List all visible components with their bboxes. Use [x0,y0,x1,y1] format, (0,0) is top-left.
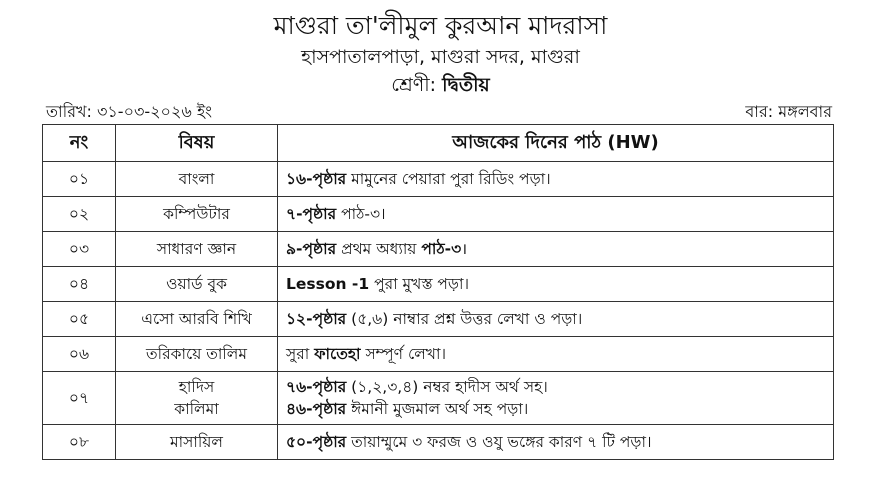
class-label: শ্রেণী: [391,74,437,96]
lesson-page: ১২-পৃষ্ঠার [286,310,347,328]
lesson-page: Lesson -1 [286,275,370,293]
lesson-line-1 [286,376,825,398]
madrasa-title: মাগুরা তা'লীমুল কুরআন মাদরাসা [273,11,608,40]
row-num: ০২ [43,197,116,232]
class-value: দ্বিতীয় [442,74,490,96]
lesson-detail: মামুনের পেয়ারা পুরা রিডিং পড়া। [346,170,551,188]
row-lesson [278,337,834,372]
lesson-detail: তায়াম্মুমে ৩ ফরজ ও ওযু ভঙ্গের কারণ ৭ টি পড়া। [346,433,652,451]
row-lesson [278,302,834,337]
table-row [43,302,834,337]
row-lesson [278,267,834,302]
lesson-detail-2: ঈমানী মুজমাল অর্থ সহ পড়া। [346,400,529,418]
row-subject: কম্পিউটার [116,197,278,232]
row-subject: মাসায়িল [116,425,278,460]
lesson-surah: ফাতেহা [314,345,361,363]
header-subject: বিষয় [116,125,278,162]
lesson-line-2 [286,398,825,420]
row-subject [116,372,278,425]
lesson-end: । [461,240,468,258]
row-subject: এসো আরবি শিখি [116,302,278,337]
row-num: ০৪ [43,267,116,302]
day-text: বার: মঙ্গলবার [745,102,832,121]
lesson-detail: (৫,৬) নাম্বার প্রশ্ন উত্তর লেখা ও পড়া। [346,310,583,328]
lesson-detail: পাঠ-৩। [336,205,386,223]
lesson-page-2: ৪৬-পৃষ্ঠার [286,400,347,418]
table-row [43,372,834,425]
subject-line-1: হাদিস [178,378,215,396]
date-text: তারিখ: ৩১-০৩-২০২৬ ইং [46,102,213,121]
table-row [43,425,834,460]
row-subject: তরিকায়ে তালিম [116,337,278,372]
row-subject: বাংলা [116,162,278,197]
class-line [0,72,881,98]
table-header-row [43,125,834,162]
homework-table [42,124,834,460]
lesson-page: ১৬-পৃষ্ঠার [286,170,347,188]
lesson-page: ৫০-পৃষ্ঠার [286,433,347,451]
row-num: ০৫ [43,302,116,337]
header-num: নং [43,125,116,162]
lesson-detail: প্রথম অধ্যায় [336,240,422,258]
lesson-detail: পুরা মুখস্ত পড়া। [369,275,470,293]
lesson-detail: (১,২,৩,৪) নম্বর হাদীস অর্থ সহ। [346,378,548,396]
row-num: ০৬ [43,337,116,372]
lesson-part: পাঠ-৩ [421,240,462,258]
table-row [43,232,834,267]
row-lesson [278,425,834,460]
lesson-page: ৯-পৃষ্ঠার [286,240,337,258]
table-row [43,197,834,232]
subject-line-2: কালিমা [174,400,219,418]
row-subject: ওয়ার্ড বুক [116,267,278,302]
header-lesson: আজকের দিনের পাঠ (HW) [278,125,834,162]
row-num: ০৮ [43,425,116,460]
lesson-prefix: সুরা [286,345,315,363]
row-num: ০১ [43,162,116,197]
row-lesson [278,232,834,267]
madrasa-address: হাসপাতালপাড়া, মাগুরা সদর, মাগুরা [301,46,580,68]
row-lesson [278,197,834,232]
table-row [43,267,834,302]
row-lesson [278,372,834,425]
table-row [43,162,834,197]
lesson-detail: সম্পূর্ণ লেখা। [360,345,446,363]
lesson-page: ৭৬-পৃষ্ঠার [286,378,347,396]
lesson-page: ৭-পৃষ্ঠার [286,205,337,223]
row-num: ০৭ [43,372,116,425]
row-num: ০৩ [43,232,116,267]
row-subject: সাধারণ জ্ঞান [116,232,278,267]
table-row [43,337,834,372]
row-lesson [278,162,834,197]
